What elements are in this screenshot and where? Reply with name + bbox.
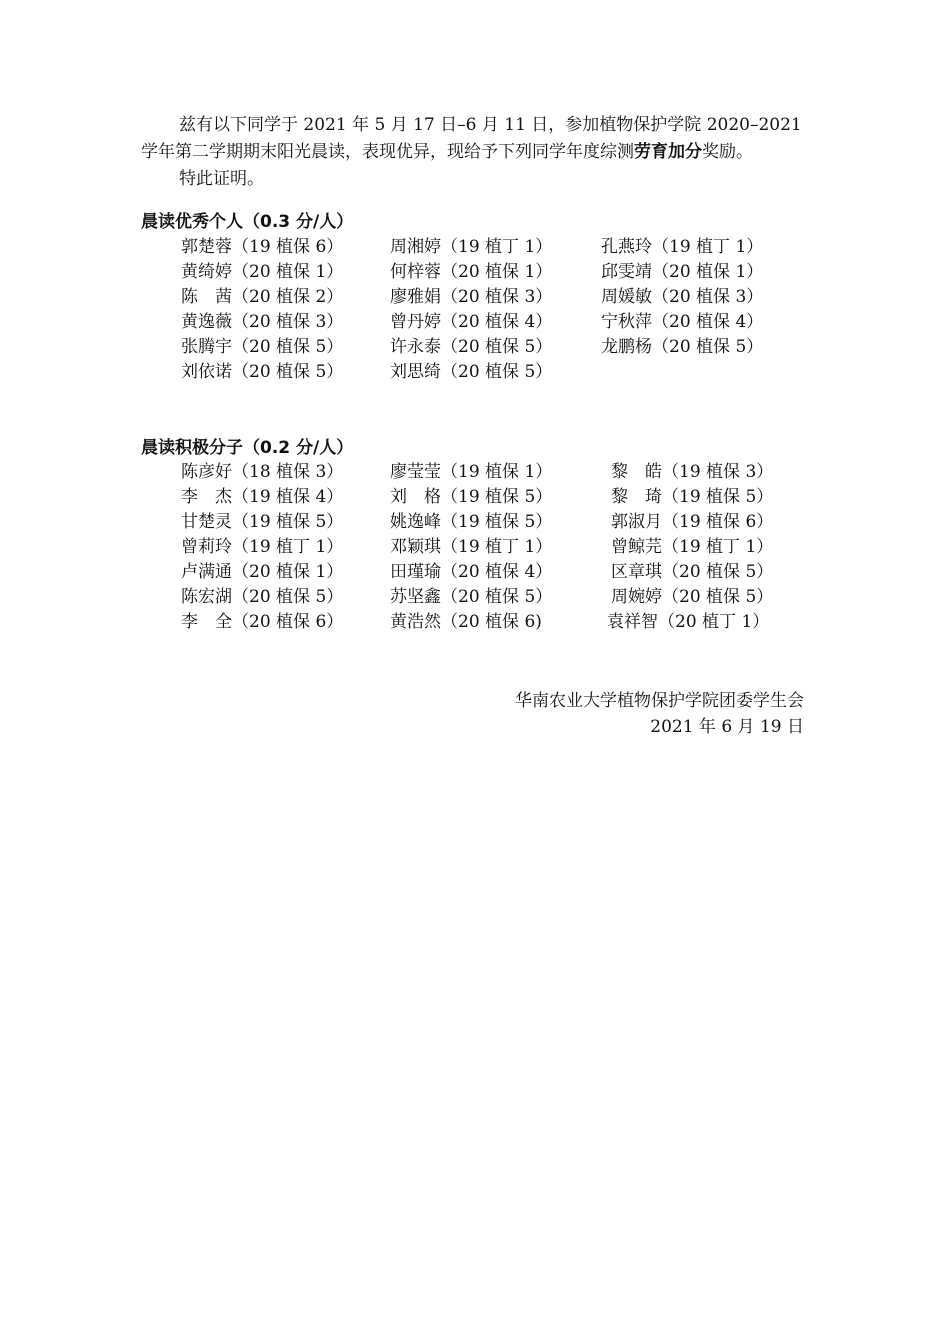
- list-item: 刘 格（19 植保 5）: [390, 487, 553, 507]
- list-item: 区章琪（20 植保 5）: [611, 562, 774, 582]
- list-item: 陈 茜（20 植保 2）: [181, 287, 344, 307]
- intro-highlight: 劳育加分: [634, 142, 702, 162]
- list-row: [181, 535, 801, 560]
- list-item: 龙鹏杨（20 植保 5）: [601, 337, 764, 357]
- list-item: 苏坚鑫（20 植保 5）: [390, 587, 553, 607]
- section-title-active: 晨读积极分子（0.2 分/人）: [141, 438, 354, 458]
- list-item: 甘楚灵（19 植保 5）: [181, 512, 344, 532]
- intro-line-2-text: 学年第二学期期末阳光晨读，表现优异，现给予下列同学年度综测: [141, 142, 634, 162]
- excellent-name-list: [181, 235, 801, 385]
- list-item: 曾鲸芫（19 植丁 1）: [611, 537, 774, 557]
- list-row: [181, 235, 801, 260]
- list-item: 卢满通（20 植保 1）: [181, 562, 344, 582]
- list-item: 黎 琦（19 植保 5）: [611, 487, 774, 507]
- list-item: 何梓蓉（20 植保 1）: [390, 262, 553, 282]
- list-item: 宁秋萍（20 植保 4）: [601, 312, 764, 332]
- list-item: 郭淑月（19 植保 6）: [611, 512, 774, 532]
- list-item: 黎 皓（19 植保 3）: [611, 462, 774, 482]
- list-item: 袁祥智（20 植丁 1）: [607, 612, 770, 632]
- list-row: [181, 335, 801, 360]
- list-item: 邓颖琪（19 植丁 1）: [390, 537, 553, 557]
- list-item: 姚逸峰（19 植保 5）: [390, 512, 553, 532]
- list-item: 周湘婷（19 植丁 1）: [390, 237, 553, 257]
- list-item: 黄浩然（20 植保 6): [390, 612, 542, 632]
- intro-paragraph: [141, 112, 811, 193]
- list-item: 陈彦好（18 植保 3）: [181, 462, 344, 482]
- list-item: 黄绮婷（20 植保 1）: [181, 262, 344, 282]
- list-item: 田瑾瑜（20 植保 4）: [390, 562, 553, 582]
- list-item: 许永泰（20 植保 5）: [390, 337, 553, 357]
- list-item: 张腾宇（20 植保 5）: [181, 337, 344, 357]
- list-row: [181, 360, 801, 385]
- list-item: 邱雯靖（20 植保 1）: [601, 262, 764, 282]
- list-item: 李 杰（19 植保 4）: [181, 487, 344, 507]
- issuing-organization: 华南农业大学植物保护学院团委学生会: [515, 691, 804, 711]
- list-row: [181, 510, 801, 535]
- intro-line-1: 兹有以下同学于 2021 年 5 月 17 日–6 月 11 日，参加植物保护学院 2020–2021: [179, 115, 802, 135]
- list-row: [181, 285, 801, 310]
- list-item: 廖雅娟（20 植保 3）: [390, 287, 553, 307]
- list-item: 刘依诺（20 植保 5）: [181, 362, 344, 382]
- active-name-list: [181, 460, 801, 635]
- section-title-excellent: 晨读优秀个人（0.3 分/人）: [141, 212, 354, 232]
- list-row: [181, 460, 801, 485]
- list-item: 周婉婷（20 植保 5）: [611, 587, 774, 607]
- list-item: 廖莹莹（19 植保 1）: [390, 462, 553, 482]
- list-item: 曾莉玲（19 植丁 1）: [181, 537, 344, 557]
- list-row: [181, 260, 801, 285]
- signature-block: [515, 688, 804, 740]
- list-item: 陈宏湖（20 植保 5）: [181, 587, 344, 607]
- list-row: [181, 560, 801, 585]
- intro-line-2-end: 奖励。: [702, 142, 753, 162]
- intro-line-3: 特此证明。: [179, 169, 264, 189]
- intro-line-2: [141, 139, 811, 166]
- list-item: 孔燕玲（19 植丁 1）: [601, 237, 764, 257]
- list-item: 曾丹婷（20 植保 4）: [390, 312, 553, 332]
- list-item: 李 全（20 植保 6）: [181, 612, 344, 632]
- list-item: 周媛敏（20 植保 3）: [601, 287, 764, 307]
- list-row: [181, 310, 801, 335]
- list-row: [181, 485, 801, 510]
- list-item: 黄逸薇（20 植保 3）: [181, 312, 344, 332]
- list-row: [181, 610, 801, 635]
- list-item: 郭楚蓉（19 植保 6）: [181, 237, 344, 257]
- issue-date: 2021 年 6 月 19 日: [650, 717, 804, 737]
- list-item: 刘思绮（20 植保 5）: [390, 362, 553, 382]
- list-row: [181, 585, 801, 610]
